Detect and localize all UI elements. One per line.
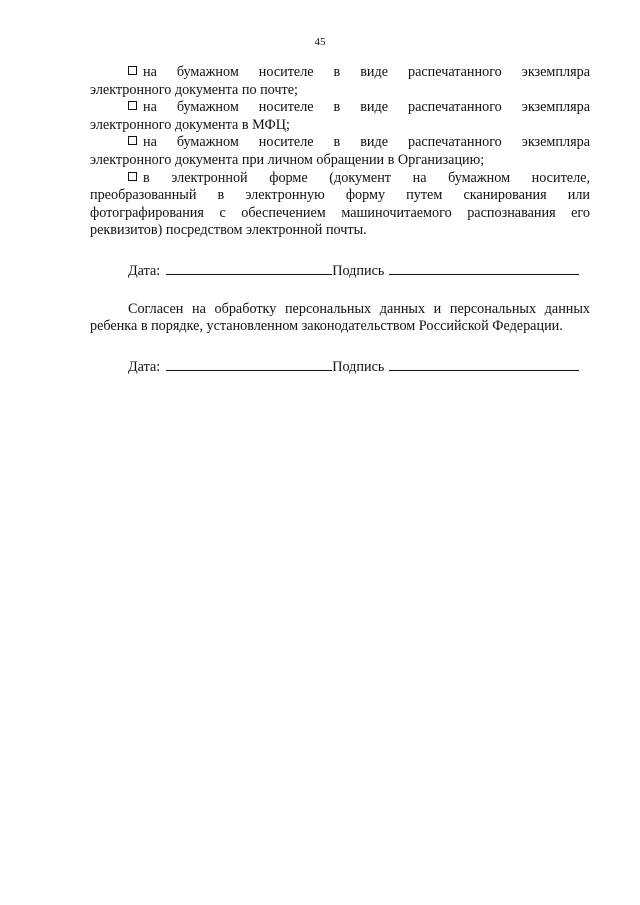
option-first-line: на бумажном носителе в виде распечатанного экземпляра bbox=[90, 134, 590, 152]
checkbox-icon[interactable] bbox=[128, 136, 137, 145]
date-field[interactable] bbox=[166, 358, 332, 371]
checkbox-icon[interactable] bbox=[128, 66, 137, 75]
option-continuation: электронного документа по почте; bbox=[90, 81, 298, 98]
consent-first-line: Согласен на обработку персональных данных и персональных данных bbox=[128, 300, 590, 317]
option-continuation: электронного документа в МФЦ; bbox=[90, 116, 290, 133]
signature-row-2 bbox=[90, 358, 590, 377]
delivery-option-email bbox=[90, 170, 590, 240]
document-body bbox=[90, 64, 590, 376]
delivery-option-mail bbox=[90, 64, 590, 99]
option-first-line: на бумажном носителе в виде распечатанного экземпляра bbox=[90, 99, 590, 117]
checkbox-icon[interactable] bbox=[128, 172, 137, 181]
date-field[interactable] bbox=[166, 262, 332, 275]
option-first-line: в электронной форме (документ на бумажном носителе, bbox=[90, 170, 590, 188]
option-first-line: на бумажном носителе в виде распечатанного экземпляра bbox=[90, 64, 590, 82]
signature-row-1 bbox=[90, 262, 590, 281]
date-label: Дата: bbox=[128, 358, 161, 375]
delivery-option-in-person bbox=[90, 134, 590, 169]
checkbox-icon[interactable] bbox=[128, 101, 137, 110]
signature-label: Подпись bbox=[332, 262, 385, 279]
consent-paragraph bbox=[90, 301, 590, 336]
consent-continuation: ребенка в порядке, установленном законодательством Российской Федерации. bbox=[90, 318, 563, 335]
signature-field[interactable] bbox=[389, 358, 579, 371]
option-continuation: преобразованный в электронную форму путем сканирования или фотографирования с обеспечением машиночитаемого распознавания его реквизитов) посредством электронной почты. bbox=[90, 187, 590, 239]
option-continuation: электронного документа при личном обращении в Организацию; bbox=[90, 151, 485, 168]
date-label: Дата: bbox=[128, 262, 161, 279]
signature-field[interactable] bbox=[389, 262, 579, 275]
signature-label: Подпись bbox=[332, 358, 385, 375]
page-number: 45 bbox=[314, 36, 326, 48]
delivery-option-mfc bbox=[90, 99, 590, 134]
